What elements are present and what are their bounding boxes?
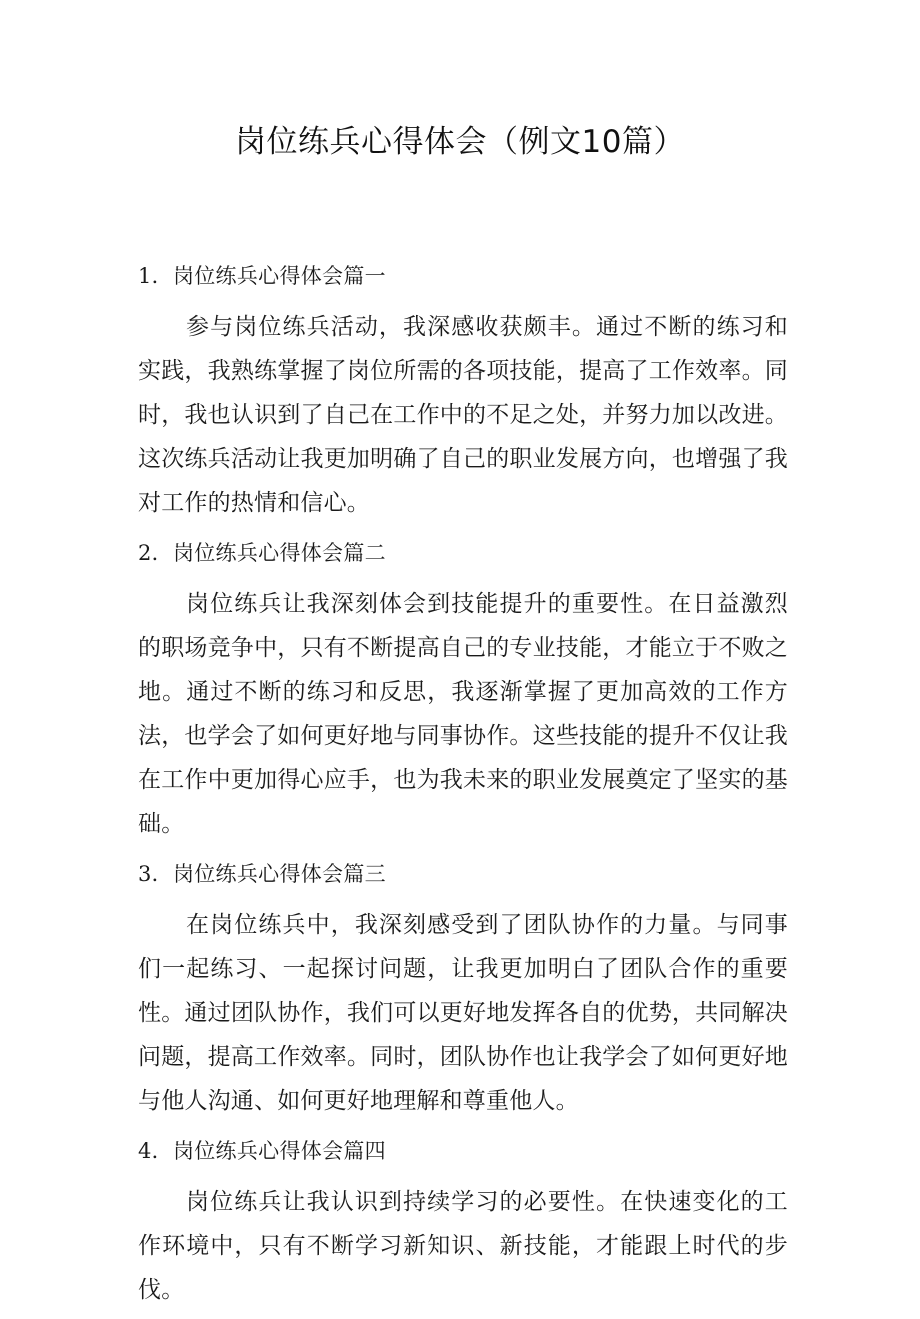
section-heading: 4．岗位练兵心得体会篇四 bbox=[138, 1139, 386, 1163]
document-title: 岗位练兵心得体会（例文10篇） bbox=[235, 124, 685, 160]
section-heading: 2．岗位练兵心得体会篇二 bbox=[138, 541, 386, 565]
section-heading: 1．岗位练兵心得体会篇一 bbox=[138, 264, 386, 288]
section-paragraph: 在岗位练兵中，我深刻感受到了团队协作的力量。与同事们一起练习、一起探讨问题，让我更加明白了团队合作的重要性。通过团队协作，我们可以更好地发挥各自的优势，共同解决问题，提高工作效率。同时，团队协作也让我学会了如何更好地与他人沟通、如何更好地理解和尊重他人。 bbox=[138, 912, 788, 1114]
section-paragraph: 岗位练兵让我深刻体会到技能提升的重要性。在日益激烈的职场竞争中，只有不断提高自己的专业技能，才能立于不败之地。通过不断的练习和反思，我逐渐掌握了更加高效的工作方法，也学会了如何更好地与同事协作。这些技能的提升不仅让我在工作中更加得心应手，也为我未来的职业发展奠定了坚实的基础。 bbox=[138, 591, 788, 837]
section-2 bbox=[138, 532, 788, 846]
section-1 bbox=[138, 255, 788, 525]
document-body bbox=[138, 255, 788, 1319]
section-3 bbox=[138, 853, 788, 1123]
section-paragraph: 参与岗位练兵活动，我深感收获颇丰。通过不断的练习和实践，我熟练掌握了岗位所需的各项技能，提高了工作效率。同时，我也认识到了自己在工作中的不足之处，并努力加以改进。这次练兵活动让我更加明确了自己的职业发展方向，也增强了我对工作的热情和信心。 bbox=[138, 314, 788, 516]
section-heading: 3．岗位练兵心得体会篇三 bbox=[138, 862, 386, 886]
section-4 bbox=[138, 1130, 788, 1312]
section-paragraph: 岗位练兵让我认识到持续学习的必要性。在快速变化的工作环境中，只有不断学习新知识、新技能，才能跟上时代的步伐。 bbox=[138, 1189, 788, 1303]
